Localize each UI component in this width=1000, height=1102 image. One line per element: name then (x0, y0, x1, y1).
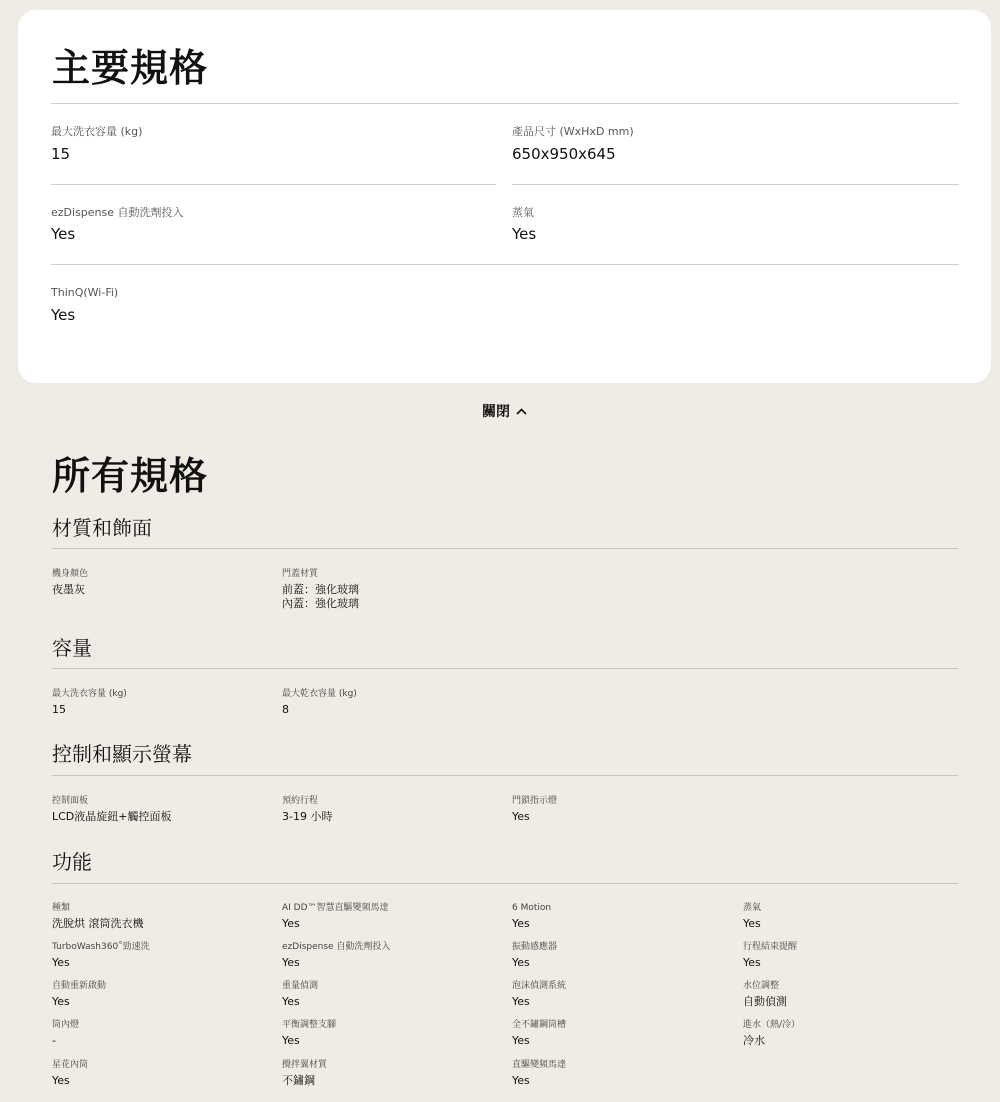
spec-value: Yes (743, 956, 761, 969)
divider (512, 184, 959, 185)
spec-label: 攪拌翼材質 (282, 1060, 328, 1070)
spec-label: 控制面板 (52, 796, 89, 806)
spec-label: 自動重新啟動 (52, 981, 107, 991)
chevron-up-icon (516, 408, 527, 415)
spec-label: 振動感應器 (512, 942, 558, 952)
spec-label: 產品尺寸 (WxHxD mm) (512, 125, 634, 138)
spec-value: Yes (51, 225, 76, 243)
spec-value: Yes (512, 956, 530, 969)
spec-value: 15 (51, 145, 71, 163)
key-specs-card (18, 10, 991, 383)
spec-label: 機身顏色 (52, 569, 89, 579)
section-title-features: 功能 (52, 850, 92, 874)
all-specs-title: 所有規格 (52, 454, 209, 498)
spec-label: ezDispense 自動洗劑投入 (282, 942, 391, 952)
spec-value: 3-19 小時 (282, 810, 333, 823)
collapse-toggle-label: 關閉 (482, 404, 510, 420)
section-divider (52, 548, 958, 549)
collapse-toggle-button[interactable] (482, 401, 527, 421)
spec-value: Yes (512, 995, 530, 1008)
spec-value: 前蓋：強化玻璃 內蓋：強化玻璃 (282, 583, 359, 610)
section-title-controls: 控制和顯示螢幕 (52, 742, 192, 766)
spec-value: Yes (512, 917, 530, 930)
spec-value: 自動偵測 (743, 995, 787, 1008)
section-divider (52, 883, 958, 884)
spec-label: 星花內筒 (52, 1060, 89, 1070)
spec-value: 15 (52, 703, 66, 716)
spec-value: Yes (51, 306, 76, 324)
spec-label: ThinQ(Wi-Fi) (51, 286, 119, 299)
spec-value: Yes (52, 956, 70, 969)
spec-label: 預約行程 (282, 796, 319, 806)
key-specs-title: 主要規格 (52, 46, 209, 90)
spec-value: Yes (282, 995, 300, 1008)
spec-label: 行程結束提醒 (743, 942, 798, 952)
spec-label: 門鎖指示燈 (512, 796, 558, 806)
spec-label: 最大洗衣容量 (kg) (51, 125, 143, 138)
spec-label: 蒸氣 (743, 903, 762, 913)
section-divider (52, 668, 958, 669)
spec-label: 重量偵測 (282, 981, 319, 991)
spec-value: Yes (512, 225, 537, 243)
spec-value: 8 (282, 703, 289, 716)
spec-value: 650x950x645 (512, 145, 616, 163)
spec-value: Yes (52, 1074, 70, 1087)
spec-value: Yes (282, 917, 300, 930)
spec-label: 直驅變頻馬達 (512, 1060, 567, 1070)
spec-label: AI DD™智慧直驅變頻馬達 (282, 903, 389, 913)
spec-label: 全不鏽鋼筒槽 (512, 1020, 567, 1030)
spec-label: 筒內燈 (52, 1020, 80, 1030)
spec-value: Yes (282, 956, 300, 969)
spec-label: 泡沫偵測系統 (512, 981, 567, 991)
section-title-materials: 材質和飾面 (52, 516, 152, 540)
spec-label: 6 Motion (512, 903, 552, 913)
spec-value: Yes (52, 995, 70, 1008)
spec-value: LCD液晶旋鈕+觸控面板 (52, 810, 172, 823)
spec-value: Yes (743, 917, 761, 930)
spec-value: 冷水 (743, 1034, 765, 1047)
spec-label: 平衡調整支腳 (282, 1020, 337, 1030)
spec-label: 進水（熱/冷） (743, 1020, 801, 1030)
spec-label: 門蓋材質 (282, 569, 319, 579)
spec-label: 最大洗衣容量 (kg) (52, 689, 127, 699)
divider (51, 264, 959, 265)
spec-value: - (52, 1034, 56, 1047)
spec-value: Yes (282, 1034, 300, 1047)
spec-value: Yes (512, 1034, 530, 1047)
section-title-capacity: 容量 (52, 636, 92, 660)
spec-label: 最大乾衣容量 (kg) (282, 689, 357, 699)
spec-value: 不鏽鋼 (282, 1074, 315, 1087)
spec-value: 夜墨灰 (52, 583, 85, 596)
spec-label: 蒸氣 (512, 206, 534, 219)
divider (51, 103, 959, 104)
spec-label: TurboWash360˚勁速洗 (52, 942, 150, 952)
spec-value: Yes (512, 810, 530, 823)
spec-label: 種類 (52, 903, 71, 913)
spec-label: ezDispense 自動洗劑投入 (51, 206, 184, 219)
spec-label: 水位調整 (743, 981, 780, 991)
divider (51, 184, 496, 185)
spec-value: Yes (512, 1074, 530, 1087)
spec-value: 洗脫烘 滾筒洗衣機 (52, 917, 144, 930)
section-divider (52, 775, 958, 776)
